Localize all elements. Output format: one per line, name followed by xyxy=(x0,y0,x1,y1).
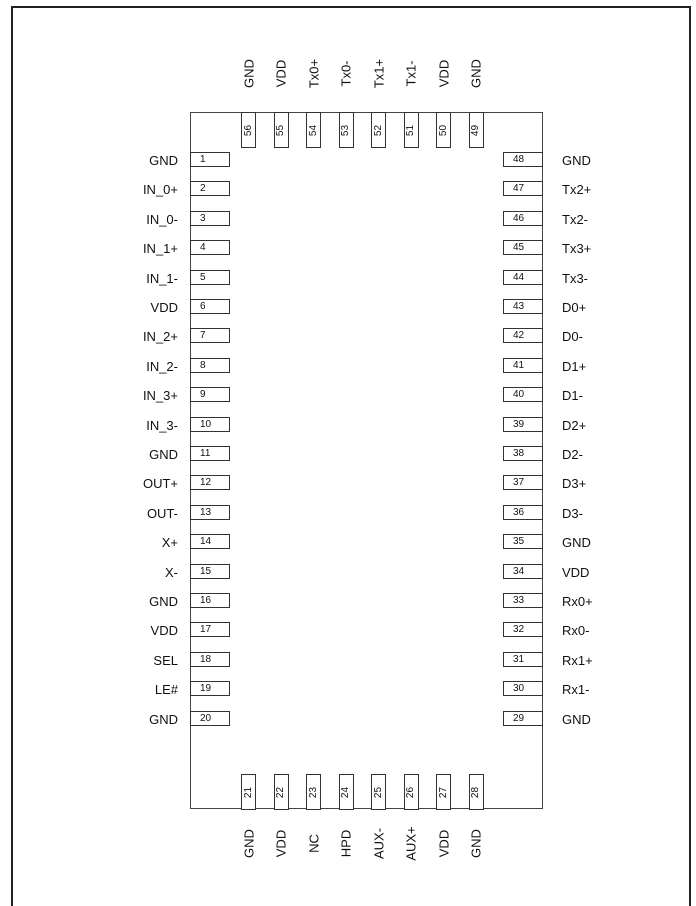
pin-label: Tx3+ xyxy=(562,241,592,257)
pin-number-box: 46 xyxy=(503,211,543,226)
pin-number-box: 41 xyxy=(503,358,543,373)
pin-label: IN_0+ xyxy=(142,182,178,198)
pin-label: IN_0- xyxy=(146,211,178,227)
pin-label: GND xyxy=(468,59,484,88)
pin-number-box: 18 xyxy=(190,652,230,667)
pin-label: D0+ xyxy=(562,300,587,315)
pin-label: GND xyxy=(562,711,591,727)
pin-label: Tx1- xyxy=(403,60,419,87)
pin-label: GND xyxy=(149,153,178,168)
pin-label: AUX+ xyxy=(403,826,419,861)
pin-number-box: 14 xyxy=(190,534,230,549)
pin-label: VDD xyxy=(150,300,178,315)
pin-number-box: 35 xyxy=(503,534,543,549)
pin-number-box: 36 xyxy=(503,505,543,520)
pin-number-box: 8 xyxy=(190,358,230,373)
pin-number-box: 44 xyxy=(503,270,543,285)
pin-number-box: 53 xyxy=(339,112,354,148)
pin-label: GND xyxy=(149,711,178,727)
pin-label: NC xyxy=(306,834,321,853)
pin-number-box: 25 xyxy=(371,774,386,810)
pin-label: D3+ xyxy=(562,476,587,492)
pin-label: GND xyxy=(149,594,178,609)
pin-number-box: 4 xyxy=(190,240,230,255)
pin-label: HPD xyxy=(338,829,354,858)
pin-label: X+ xyxy=(161,535,178,551)
pin-label: SEL xyxy=(153,652,178,668)
pin-label: GND xyxy=(468,829,484,858)
pin-number-box: 13 xyxy=(190,505,230,520)
pin-number-box: 19 xyxy=(190,681,230,696)
pin-number-box: 23 xyxy=(306,774,321,810)
pin-number-box: 12 xyxy=(190,475,230,490)
pin-number-box: 32 xyxy=(503,622,543,637)
pin-number-box: 39 xyxy=(503,417,543,432)
pin-label: IN_3+ xyxy=(142,388,178,404)
pin-label: VDD xyxy=(273,59,289,88)
pin-label: GND xyxy=(562,153,591,168)
pin-label: D3- xyxy=(562,505,583,521)
pin-number-box: 31 xyxy=(503,652,543,667)
pin-label: Tx3- xyxy=(562,270,588,286)
pin-label: Rx1+ xyxy=(562,652,593,668)
pin-label: IN_2- xyxy=(146,358,178,374)
pin-label: D1- xyxy=(562,388,583,404)
pin-number-box: 29 xyxy=(503,711,543,726)
pin-number-box: 45 xyxy=(503,240,543,255)
pin-number-box: 30 xyxy=(503,681,543,696)
pin-number-box: 56 xyxy=(241,112,256,148)
pin-number-box: 27 xyxy=(436,774,451,810)
pin-number-box: 42 xyxy=(503,328,543,343)
pin-label: OUT- xyxy=(146,505,178,521)
pin-number-box: 3 xyxy=(190,211,230,226)
pin-label: Tx0+ xyxy=(306,58,321,89)
pin-number-box: 5 xyxy=(190,270,230,285)
pin-number-box: 49 xyxy=(469,112,484,148)
pin-label: OUT+ xyxy=(142,476,178,492)
pin-label: IN_1+ xyxy=(142,241,178,257)
pin-label: Tx2- xyxy=(562,211,588,227)
pin-number-box: 20 xyxy=(190,711,230,726)
pin-number-box: 11 xyxy=(190,446,230,461)
pin-label: VDD xyxy=(273,829,289,858)
pin-label: D2+ xyxy=(562,417,587,433)
pin-label: Tx0- xyxy=(338,60,354,87)
pin-label: GND xyxy=(149,447,178,462)
pin-label: GND xyxy=(241,59,256,88)
pin-label: Rx0- xyxy=(562,623,590,639)
pin-label: LE# xyxy=(154,682,178,698)
pin-number-box: 48 xyxy=(503,152,543,167)
pin-number-box: 26 xyxy=(404,774,419,810)
pin-label: Rx1- xyxy=(562,682,590,698)
pin-label: VDD xyxy=(436,829,451,858)
pin-label: D0- xyxy=(562,329,583,345)
pin-label: GND xyxy=(562,535,591,551)
pin-label: D1+ xyxy=(562,358,587,374)
pin-label: VDD xyxy=(562,564,590,580)
pin-label: IN_1- xyxy=(146,270,178,286)
pin-number-box: 51 xyxy=(404,112,419,148)
pin-label: GND xyxy=(241,829,256,858)
pin-number-box: 43 xyxy=(503,299,543,314)
pin-label: IN_3- xyxy=(146,417,178,433)
pin-label: Tx1+ xyxy=(371,58,386,89)
pin-number-box: 55 xyxy=(274,112,289,148)
pin-label: D2- xyxy=(562,447,583,462)
pin-number-box: 34 xyxy=(503,564,543,579)
pin-number-box: 1 xyxy=(190,152,230,167)
pin-number-box: 6 xyxy=(190,299,230,314)
pin-number-box: 37 xyxy=(503,475,543,490)
pin-number-box: 2 xyxy=(190,181,230,196)
pin-number-box: 15 xyxy=(190,564,230,579)
pin-number-box: 47 xyxy=(503,181,543,196)
pin-number-box: 16 xyxy=(190,593,230,608)
pin-number-box: 9 xyxy=(190,387,230,402)
pin-number-box: 10 xyxy=(190,417,230,432)
pin-number-box: 50 xyxy=(436,112,451,148)
pin-label: Tx2+ xyxy=(562,182,592,198)
pin-label: X- xyxy=(165,564,178,580)
chip-package-outline xyxy=(190,112,543,809)
pin-number-box: 33 xyxy=(503,593,543,608)
pin-number-box: 28 xyxy=(469,774,484,810)
pin-label: Rx0+ xyxy=(562,594,593,609)
pin-number-box: 52 xyxy=(371,112,386,148)
pin-label: AUX- xyxy=(371,827,386,860)
pin-number-box: 21 xyxy=(241,774,256,810)
pin-number-box: 22 xyxy=(274,774,289,810)
pin-number-box: 40 xyxy=(503,387,543,402)
pin-number-box: 17 xyxy=(190,622,230,637)
pin-number-box: 7 xyxy=(190,328,230,343)
pin-label: VDD xyxy=(436,59,451,88)
pin-number-box: 38 xyxy=(503,446,543,461)
pin-label: VDD xyxy=(150,623,178,639)
pin-number-box: 24 xyxy=(339,774,354,810)
pin-label: IN_2+ xyxy=(142,329,178,345)
pin-number-box: 54 xyxy=(306,112,321,148)
